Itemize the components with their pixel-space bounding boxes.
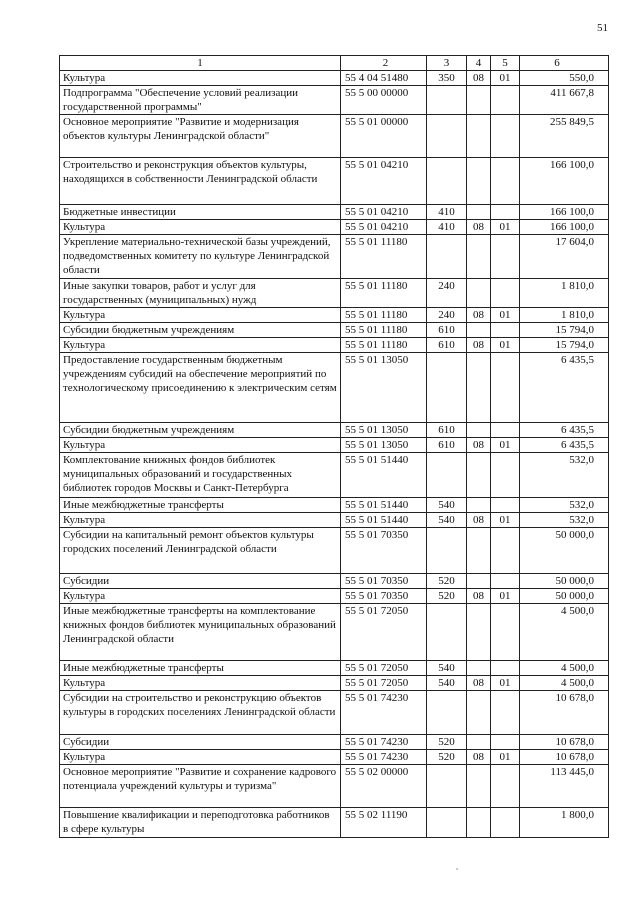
amount-cell: 10 678,0 [520, 691, 609, 735]
target-code-cell: 55 5 01 51440 [341, 498, 427, 513]
expense-type-cell: 540 [427, 498, 467, 513]
target-code-cell: 55 5 01 72050 [341, 661, 427, 676]
amount-cell: 113 445,0 [520, 765, 609, 808]
section-cell [467, 205, 491, 220]
expense-type-cell: 540 [427, 676, 467, 691]
subsection-cell [491, 808, 520, 838]
section-cell [467, 423, 491, 438]
subsection-cell [491, 453, 520, 498]
amount-cell: 15 794,0 [520, 323, 609, 338]
section-cell [467, 691, 491, 735]
section-cell [467, 353, 491, 423]
subsection-cell [491, 661, 520, 676]
target-code-cell: 55 5 01 51440 [341, 453, 427, 498]
table-row [60, 308, 609, 323]
row-name-cell: Субсидии на капитальный ремонт объектов культуры городских поселений Ленинградской области [60, 528, 341, 574]
expense-type-cell: 610 [427, 423, 467, 438]
section-cell [467, 158, 491, 205]
section-cell [467, 86, 491, 115]
row-name-cell: Субсидии бюджетным учреждениям [60, 323, 341, 338]
section-cell [467, 765, 491, 808]
table-row [60, 453, 609, 498]
row-name-cell: Иные межбюджетные трансферты [60, 661, 341, 676]
expense-type-cell [427, 158, 467, 205]
row-name-cell: Повышение квалификации и переподготовка работников в сфере культуры [60, 808, 341, 838]
subsection-cell [491, 115, 520, 158]
subsection-cell [491, 423, 520, 438]
expense-type-cell [427, 691, 467, 735]
target-code-cell: 55 5 01 00000 [341, 115, 427, 158]
amount-cell: 6 435,5 [520, 353, 609, 423]
section-cell: 08 [467, 513, 491, 528]
row-name-cell: Основное мероприятие "Развитие и модернизация объектов культуры Ленинградской области" [60, 115, 341, 158]
amount-cell: 50 000,0 [520, 528, 609, 574]
target-code-cell: 55 5 01 51440 [341, 513, 427, 528]
table-row [60, 661, 609, 676]
target-code-cell: 55 4 04 51480 [341, 71, 427, 86]
target-code-cell: 55 5 01 13050 [341, 438, 427, 453]
table-row [60, 513, 609, 528]
section-cell: 08 [467, 589, 491, 604]
expense-type-cell: 610 [427, 338, 467, 353]
row-name-cell: Субсидии на строительство и реконструкцию объектов культуры в городских поселениях Ленинградской области [60, 691, 341, 735]
target-code-cell: 55 5 01 74230 [341, 750, 427, 765]
target-code-cell: 55 5 01 70350 [341, 528, 427, 574]
table-row [60, 750, 609, 765]
table-row [60, 589, 609, 604]
table-header-row [60, 56, 609, 71]
amount-cell: 4 500,0 [520, 604, 609, 661]
section-cell [467, 453, 491, 498]
table-row [60, 279, 609, 308]
subsection-cell: 01 [491, 750, 520, 765]
row-name-cell: Культура [60, 589, 341, 604]
subsection-cell [491, 323, 520, 338]
row-name-cell: Иные закупки товаров, работ и услуг для государственных (муниципальных) нужд [60, 279, 341, 308]
amount-cell: 6 435,5 [520, 438, 609, 453]
table-row [60, 220, 609, 235]
row-name-cell: Иные межбюджетные трансферты [60, 498, 341, 513]
section-cell [467, 661, 491, 676]
section-cell: 08 [467, 676, 491, 691]
section-cell: 08 [467, 438, 491, 453]
section-cell: 08 [467, 308, 491, 323]
subsection-cell: 01 [491, 338, 520, 353]
table-row [60, 735, 609, 750]
section-cell [467, 323, 491, 338]
row-name-cell: Культура [60, 676, 341, 691]
section-cell [467, 279, 491, 308]
amount-cell: 50 000,0 [520, 589, 609, 604]
amount-cell: 15 794,0 [520, 338, 609, 353]
expense-type-cell: 520 [427, 574, 467, 589]
table-row [60, 808, 609, 838]
subsection-cell [491, 353, 520, 423]
target-code-cell: 55 5 01 04210 [341, 220, 427, 235]
amount-cell: 6 435,5 [520, 423, 609, 438]
row-name-cell: Культура [60, 71, 341, 86]
table-row [60, 691, 609, 735]
amount-cell: 166 100,0 [520, 220, 609, 235]
amount-cell: 1 810,0 [520, 279, 609, 308]
target-code-cell: 55 5 01 11180 [341, 235, 427, 279]
expense-type-cell: 610 [427, 438, 467, 453]
expense-type-cell: 410 [427, 205, 467, 220]
expense-type-cell: 410 [427, 220, 467, 235]
row-name-cell: Культура [60, 750, 341, 765]
target-code-cell: 55 5 01 74230 [341, 691, 427, 735]
table-row [60, 323, 609, 338]
expense-type-cell: 240 [427, 279, 467, 308]
amount-cell: 550,0 [520, 71, 609, 86]
section-cell [467, 235, 491, 279]
section-cell [467, 115, 491, 158]
expense-type-cell [427, 235, 467, 279]
expense-type-cell [427, 115, 467, 158]
table-row [60, 86, 609, 115]
budget-table [59, 55, 609, 838]
subsection-cell [491, 235, 520, 279]
target-code-cell: 55 5 01 04210 [341, 158, 427, 205]
row-name-cell: Комплектование книжных фондов библиотек муниципальных образований и государственных библиотек городов Москвы и Санкт-Петербурга [60, 453, 341, 498]
target-code-cell: 55 5 01 11180 [341, 279, 427, 308]
table-row [60, 604, 609, 661]
table-row [60, 338, 609, 353]
column-header: 2 [341, 56, 427, 71]
amount-cell: 50 000,0 [520, 574, 609, 589]
row-name-cell: Укрепление материально-технической базы учреждений, подведомственных комитету по культуре Ленинградской области [60, 235, 341, 279]
target-code-cell: 55 5 01 11180 [341, 323, 427, 338]
target-code-cell: 55 5 01 04210 [341, 205, 427, 220]
table-row [60, 423, 609, 438]
expense-type-cell [427, 353, 467, 423]
expense-type-cell: 610 [427, 323, 467, 338]
subsection-cell [491, 735, 520, 750]
table-row [60, 71, 609, 86]
amount-cell: 4 500,0 [520, 661, 609, 676]
row-name-cell: Субсидии [60, 735, 341, 750]
section-cell [467, 808, 491, 838]
column-header: 5 [491, 56, 520, 71]
row-name-cell: Основное мероприятие "Развитие и сохранение кадрового потенциала учреждений культуры и туризма" [60, 765, 341, 808]
amount-cell: 532,0 [520, 513, 609, 528]
section-cell [467, 735, 491, 750]
section-cell: 08 [467, 71, 491, 86]
subsection-cell: 01 [491, 513, 520, 528]
table-row [60, 528, 609, 574]
expense-type-cell: 520 [427, 589, 467, 604]
target-code-cell: 55 5 01 74230 [341, 735, 427, 750]
column-header: 1 [60, 56, 341, 71]
expense-type-cell: 520 [427, 750, 467, 765]
expense-type-cell: 350 [427, 71, 467, 86]
row-name-cell: Бюджетные инвестиции [60, 205, 341, 220]
expense-type-cell [427, 453, 467, 498]
table-row [60, 158, 609, 205]
target-code-cell: 55 5 01 70350 [341, 574, 427, 589]
subsection-cell [491, 86, 520, 115]
table-row [60, 498, 609, 513]
table-row [60, 235, 609, 279]
expense-type-cell: 540 [427, 513, 467, 528]
expense-type-cell [427, 808, 467, 838]
subsection-cell [491, 498, 520, 513]
target-code-cell: 55 5 02 11190 [341, 808, 427, 838]
row-name-cell: Строительство и реконструкция объектов культуры, находящихся в собственности Ленинградской области [60, 158, 341, 205]
amount-cell: 166 100,0 [520, 158, 609, 205]
target-code-cell: 55 5 01 11180 [341, 308, 427, 323]
section-cell [467, 604, 491, 661]
table-row [60, 574, 609, 589]
expense-type-cell [427, 528, 467, 574]
section-cell [467, 528, 491, 574]
table-row [60, 115, 609, 158]
amount-cell: 10 678,0 [520, 750, 609, 765]
subsection-cell [491, 158, 520, 205]
amount-cell: 411 667,8 [520, 86, 609, 115]
amount-cell: 532,0 [520, 453, 609, 498]
expense-type-cell: 540 [427, 661, 467, 676]
table-row [60, 765, 609, 808]
target-code-cell: 55 5 01 70350 [341, 589, 427, 604]
table-row [60, 676, 609, 691]
subsection-cell [491, 528, 520, 574]
target-code-cell: 55 5 01 72050 [341, 676, 427, 691]
amount-cell: 532,0 [520, 498, 609, 513]
subsection-cell: 01 [491, 589, 520, 604]
target-code-cell: 55 5 01 11180 [341, 338, 427, 353]
target-code-cell: 55 5 01 72050 [341, 604, 427, 661]
section-cell [467, 498, 491, 513]
section-cell [467, 574, 491, 589]
expense-type-cell [427, 86, 467, 115]
row-name-cell: Культура [60, 338, 341, 353]
column-header: 6 [520, 56, 609, 71]
row-name-cell: Культура [60, 308, 341, 323]
subsection-cell: 01 [491, 308, 520, 323]
row-name-cell: Иные межбюджетные трансферты на комплектование книжных фондов библиотек муниципальных образований Ленинградской области [60, 604, 341, 661]
subsection-cell: 01 [491, 438, 520, 453]
row-name-cell: Культура [60, 513, 341, 528]
subsection-cell [491, 604, 520, 661]
amount-cell: 1 810,0 [520, 308, 609, 323]
expense-type-cell [427, 604, 467, 661]
subsection-cell [491, 279, 520, 308]
target-code-cell: 55 5 00 00000 [341, 86, 427, 115]
table-row [60, 205, 609, 220]
column-header: 4 [467, 56, 491, 71]
subsection-cell [491, 574, 520, 589]
amount-cell: 1 800,0 [520, 808, 609, 838]
subsection-cell: 01 [491, 676, 520, 691]
section-cell: 08 [467, 220, 491, 235]
amount-cell: 255 849,5 [520, 115, 609, 158]
subsection-cell [491, 691, 520, 735]
amount-cell: 17 604,0 [520, 235, 609, 279]
table-row [60, 438, 609, 453]
row-name-cell: Предоставление государственным бюджетным учреждениям субсидий на обеспечение мероприятий по технологическому присоединению к электрическим сетям [60, 353, 341, 423]
subsection-cell: 01 [491, 220, 520, 235]
row-name-cell: Субсидии [60, 574, 341, 589]
subsection-cell [491, 205, 520, 220]
row-name-cell: Культура [60, 438, 341, 453]
expense-type-cell [427, 765, 467, 808]
scan-speck [456, 868, 458, 870]
expense-type-cell: 240 [427, 308, 467, 323]
row-name-cell: Подпрограмма "Обеспечение условий реализации государственной программы" [60, 86, 341, 115]
subsection-cell: 01 [491, 71, 520, 86]
row-name-cell: Культура [60, 220, 341, 235]
amount-cell: 166 100,0 [520, 205, 609, 220]
section-cell: 08 [467, 750, 491, 765]
amount-cell: 10 678,0 [520, 735, 609, 750]
table-row [60, 353, 609, 423]
section-cell: 08 [467, 338, 491, 353]
page-number: 51 [597, 22, 608, 34]
target-code-cell: 55 5 01 13050 [341, 353, 427, 423]
target-code-cell: 55 5 01 13050 [341, 423, 427, 438]
column-header: 3 [427, 56, 467, 71]
target-code-cell: 55 5 02 00000 [341, 765, 427, 808]
subsection-cell [491, 765, 520, 808]
expense-type-cell: 520 [427, 735, 467, 750]
amount-cell: 4 500,0 [520, 676, 609, 691]
row-name-cell: Субсидии бюджетным учреждениям [60, 423, 341, 438]
